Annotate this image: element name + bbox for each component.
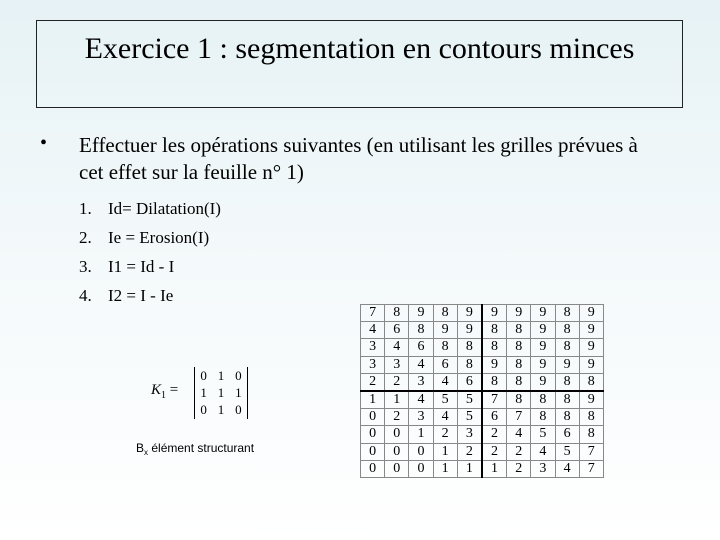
grid-cell: 1 xyxy=(433,460,457,477)
grid-cell: 9 xyxy=(457,322,482,339)
grid-cell: 5 xyxy=(531,426,555,443)
step-item xyxy=(79,281,221,310)
grid-cell: 5 xyxy=(555,443,579,460)
grid-cell: 0 xyxy=(361,460,385,477)
step-number: 3. xyxy=(79,257,92,276)
grid-cell: 8 xyxy=(507,339,531,356)
slide-title: Exercice 1 : segmentation en contours minces xyxy=(84,32,635,65)
grid-cell: 0 xyxy=(385,426,409,443)
grid-cell: 1 xyxy=(385,391,409,409)
grid-cell: 7 xyxy=(361,305,385,322)
grid-cell: 8 xyxy=(555,339,579,356)
caption-prefix: B xyxy=(136,441,145,455)
steps-list xyxy=(79,194,221,310)
caption-subscript: x xyxy=(144,448,149,457)
grid-cell: 4 xyxy=(409,391,433,409)
grid-cell: 8 xyxy=(579,409,603,426)
grid-cell: 4 xyxy=(555,460,579,477)
grid-cell: 9 xyxy=(457,305,482,322)
grid-row xyxy=(361,460,604,477)
grid-cell: 4 xyxy=(433,373,457,391)
grid-cell: 2 xyxy=(457,443,482,460)
kernel-cell: 0 xyxy=(200,367,207,383)
grid-cell: 0 xyxy=(409,443,433,460)
grid-cell: 5 xyxy=(457,391,482,409)
kernel-caption xyxy=(136,441,254,457)
grid-cell: 8 xyxy=(457,356,482,373)
step-text: I2 = I - Ie xyxy=(108,286,174,305)
grid-cell: 9 xyxy=(531,339,555,356)
grid-cell: 9 xyxy=(482,356,507,373)
grid-row xyxy=(361,409,604,426)
grid-row xyxy=(361,305,604,322)
grid-cell: 0 xyxy=(361,409,385,426)
grid-cell: 9 xyxy=(531,356,555,373)
grid-cell: 6 xyxy=(409,339,433,356)
grid-cell: 3 xyxy=(457,426,482,443)
bullet-symbol: • xyxy=(40,132,48,154)
grid-cell: 3 xyxy=(531,460,555,477)
grid-cell: 2 xyxy=(385,373,409,391)
kernel-label xyxy=(151,382,178,401)
grid-cell: 2 xyxy=(361,373,385,391)
kernel-matrix-table xyxy=(195,367,247,419)
grid-cell: 8 xyxy=(555,322,579,339)
grid-cell: 8 xyxy=(482,339,507,356)
kernel-cell: 1 xyxy=(217,384,225,400)
grid-row xyxy=(361,391,604,409)
grid-cell: 8 xyxy=(457,339,482,356)
kernel-cell: 1 xyxy=(217,367,225,383)
grid-cell: 9 xyxy=(409,305,433,322)
grid-cell: 8 xyxy=(409,322,433,339)
grid-cell: 0 xyxy=(409,460,433,477)
grid-cell: 3 xyxy=(409,409,433,426)
grid-row xyxy=(361,339,604,356)
grid-cell: 2 xyxy=(433,426,457,443)
grid-cell: 9 xyxy=(482,305,507,322)
grid-cell: 3 xyxy=(361,339,385,356)
grid-cell: 6 xyxy=(433,356,457,373)
grid-row xyxy=(361,373,604,391)
grid-row xyxy=(361,426,604,443)
grid-cell: 2 xyxy=(507,460,531,477)
grid-cell: 9 xyxy=(579,305,603,322)
step-item xyxy=(79,252,221,281)
grid-cell: 8 xyxy=(507,373,531,391)
grid-cell: 1 xyxy=(361,391,385,409)
grid-cell: 4 xyxy=(385,339,409,356)
kernel-cell: 0 xyxy=(235,402,242,418)
grid-cell: 9 xyxy=(433,322,457,339)
grid-cell: 8 xyxy=(507,322,531,339)
caption-text: élément structurant xyxy=(148,441,255,455)
grid-cell: 2 xyxy=(482,443,507,460)
grid-cell: 0 xyxy=(385,443,409,460)
grid-row xyxy=(361,356,604,373)
grid-cell: 2 xyxy=(507,443,531,460)
grid-cell: 7 xyxy=(579,460,603,477)
kernel-cell: 0 xyxy=(200,402,207,418)
step-text: Ie = Erosion(I) xyxy=(108,228,210,247)
slide-title-box xyxy=(36,20,683,108)
grid-cell: 4 xyxy=(361,322,385,339)
grid-cell: 3 xyxy=(385,356,409,373)
grid-cell: 9 xyxy=(531,373,555,391)
step-item xyxy=(79,194,221,223)
kernel-equals: = xyxy=(169,382,179,398)
step-number: 1. xyxy=(79,199,92,218)
bullet-text: Effectuer les opérations suivantes (en utilisant les grilles prévues à cet effet sur la feuille n° 1) xyxy=(79,133,638,184)
grid-cell: 4 xyxy=(433,409,457,426)
kernel-cell: 1 xyxy=(200,384,207,400)
image-grid xyxy=(360,304,604,478)
structuring-element-kernel xyxy=(148,366,250,420)
grid-cell: 8 xyxy=(507,391,531,409)
grid-cell: 8 xyxy=(385,305,409,322)
step-text: I1 = Id - I xyxy=(108,257,175,276)
grid-cell: 9 xyxy=(579,322,603,339)
grid-cell: 8 xyxy=(433,305,457,322)
grid-cell: 8 xyxy=(555,305,579,322)
grid-cell: 2 xyxy=(385,409,409,426)
grid-row xyxy=(361,322,604,339)
grid-cell: 8 xyxy=(579,373,603,391)
step-text: Id= Dilatation(I) xyxy=(108,199,221,218)
grid-cell: 8 xyxy=(507,356,531,373)
grid-cell: 5 xyxy=(457,409,482,426)
grid-cell: 9 xyxy=(531,305,555,322)
grid-cell: 7 xyxy=(507,409,531,426)
grid-cell: 4 xyxy=(507,426,531,443)
step-item xyxy=(79,223,221,252)
grid-cell: 2 xyxy=(482,426,507,443)
grid-cell: 3 xyxy=(361,356,385,373)
kernel-matrix xyxy=(194,367,248,419)
kernel-cell: 1 xyxy=(217,402,225,418)
grid-cell: 8 xyxy=(579,426,603,443)
step-number: 4. xyxy=(79,286,92,305)
grid-cell: 3 xyxy=(409,373,433,391)
grid-cell: 1 xyxy=(409,426,433,443)
grid-cell: 8 xyxy=(555,391,579,409)
grid-cell: 1 xyxy=(482,460,507,477)
grid-cell: 9 xyxy=(579,339,603,356)
grid-cell: 0 xyxy=(361,426,385,443)
grid-cell: 9 xyxy=(579,391,603,409)
grid-cell: 6 xyxy=(482,409,507,426)
grid-row xyxy=(361,443,604,460)
grid-cell: 8 xyxy=(433,339,457,356)
grid-cell: 6 xyxy=(457,373,482,391)
grid-cell: 8 xyxy=(531,391,555,409)
grid-cell: 5 xyxy=(433,391,457,409)
grid-cell: 7 xyxy=(579,443,603,460)
kernel-cell: 0 xyxy=(235,367,242,383)
grid-cell: 6 xyxy=(385,322,409,339)
grid-cell: 1 xyxy=(433,443,457,460)
grid-cell: 1 xyxy=(457,460,482,477)
grid-cell: 0 xyxy=(385,460,409,477)
grid-cell: 9 xyxy=(531,322,555,339)
grid-cell: 4 xyxy=(531,443,555,460)
kernel-label-letter: K xyxy=(151,382,162,398)
kernel-cell: 1 xyxy=(235,384,242,400)
grid-cell: 9 xyxy=(507,305,531,322)
kernel-label-subscript: 1 xyxy=(161,390,167,401)
grid-cell: 8 xyxy=(482,373,507,391)
grid-cell: 6 xyxy=(555,426,579,443)
grid-cell: 8 xyxy=(555,409,579,426)
grid-cell: 7 xyxy=(482,391,507,409)
grid-cell: 8 xyxy=(482,322,507,339)
grid-cell: 0 xyxy=(361,443,385,460)
grid-cell: 4 xyxy=(409,356,433,373)
grid-cell: 9 xyxy=(579,356,603,373)
step-number: 2. xyxy=(79,228,92,247)
grid-cell: 8 xyxy=(555,373,579,391)
grid-cell: 8 xyxy=(531,409,555,426)
grid-cell: 9 xyxy=(555,356,579,373)
